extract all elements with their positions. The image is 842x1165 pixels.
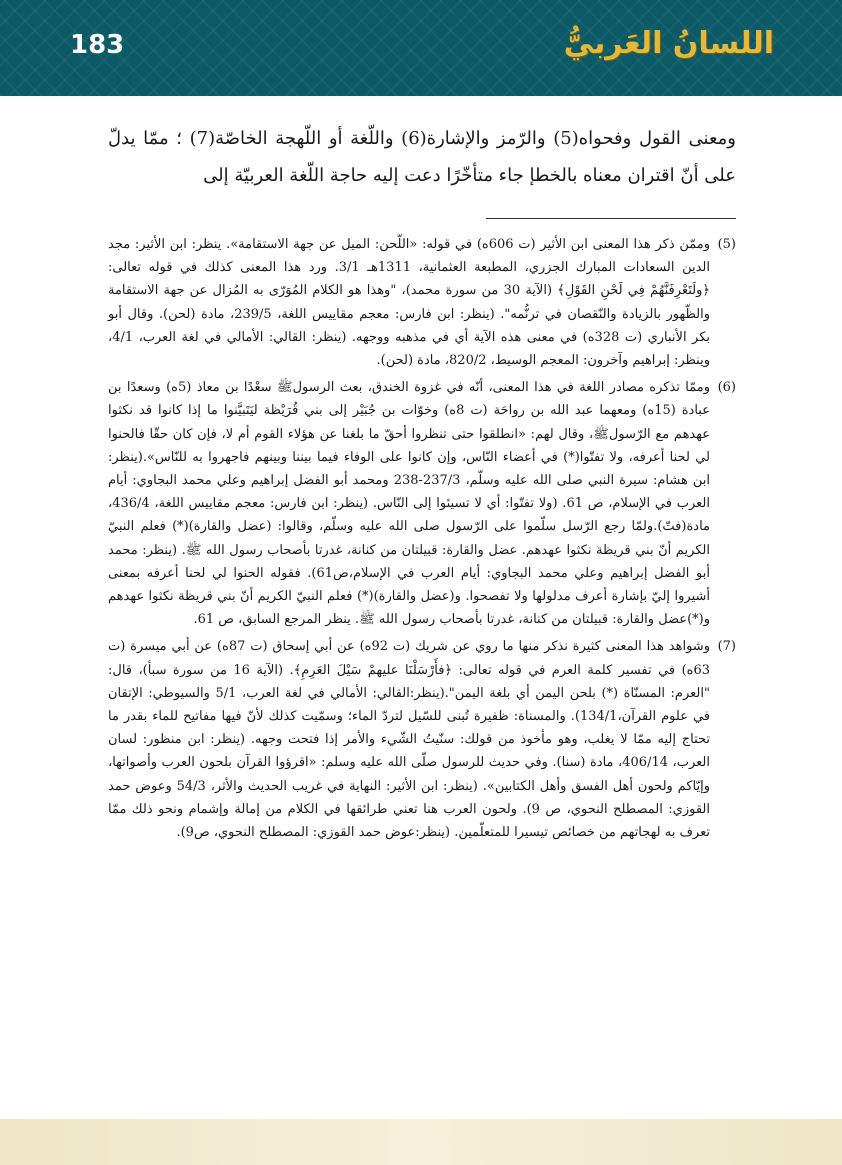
footnote-divider	[486, 218, 736, 219]
page-content	[108, 120, 736, 848]
footnote-text: وشواهد هذا المعنى كثيرة نذكر منها ما روي عن شريك (ت 92ه) عن أبي إسحاق (ت 87ه) عن أبي ميسرة (ت 63ه) في تفسير كلمة العرم في قوله تعالى: ﴿فأَرْسَلْنَا عليهمْ سَيْلَ العَرِمِ﴾. (الآية 16 من سورة سبأ)، قال: "العرم: المسنّاة (*) بلحن اليمن أي بلغة اليمن".(ينظر:القالي: الأمالي في لغة العرب، 5/1 والسيوطي: الإتقان في علوم القرآن،134/1). والمسناة: ظفيرة تُبنى للسّيل لتردّ الماء؛ وسمّيت كذلك لأنّ فيها مفاتيح للماء بقدر ما تحتاج إليه ممّا لا يغلب، وهو مأخوذ من قولك: سنّيتُ الشّيء والأمر إذا فتحت وجهه. (ينظر: ابن منظور: لسان العرب، 406/14، مادة (سنا). وفي حديث للرسول صلّى الله عليه وسلم: «اقرؤوا القرآن بلحون العرب وأصواتها، وإيّاكم ولحون أهل الفسق وأهل الكتابين». (ينظر: ابن الأثير: النهاية في غريب الحديث والأثر، 54/3 وعوض حمد القوزي: المصطلح النحوي، ص 9). ولحون العرب هنا تعني طرائقها في الكلام من إمالة وإشمام ونحو ذلك ممّا تعرف به لهجاتهم من خصائص تيسيرا للمتعلّمين. (ينظر:عوض حمد القوزي: المصطلح النحوي، ص9).	[108, 639, 711, 841]
footnote-text: وممّا تذكره مصادر اللغة في هذا المعنى، أنّه في غزوة الخندق، بعث الرسولﷺ سعْدًا بن معاذ (5ه) وسعدًا بن عبادة (15ه) ومعهما عبد الله بن رواحَة (ت 8ه) وخوّات بن جُبَيْر إلى بني قُرَيْظة ليَتَبيَّنوا ما إذا كانوا قد نكثوا عهدهم مع الرّسولﷺ، وقال لهم: «انطلقوا حتى تنظروا أحقّ ما بلغنا عن هؤلاء القوم أم لا، فإن كان حقّا فالحنوا لي لحنا أعرفه، ولا تفتّوا(*) في أعضاء النّاس، وإن كانوا على الوفاء فيما بيننا وبينهم فاجهروا به للنّاس».(ينظر: ابن هشام: سيرة النبي صلى الله عليه وسلّم، 237/3-238 ومحمد أبو الفضل إبراهيم وعلي محمد البجاوي: أيام العرب في الإسلام، ص 61. (ولا تفتّوا: أي لا تسيئوا إلى النّاس. (ينظر: ابن فارس: معجم مقاييس اللغة، 436/4، مادة(فتّ).ولمّا رجع الرّسل سلّموا على الرّسول صلى الله عليه وسلّم، وقالوا: (عضل والقارة)(*) فعلم النبيّ الكريم أنّ بني قريظة نكثوا عهدهم. عضل والقارة: قبيلتان من كنانة، غدرتا بأصحاب رسول الله ﷺ. (ينظر: محمد أبو الفضل إبراهيم وعلي محمد البجاوي: أيام العرب في الإسلام،ص61). فقوله الحنوا لي لحنا أعرفه بمعنى أشيروا إليّ بإشارة أعرف مدلولها ولا تفصحوا. و(عضل والقارة)(*) فعلم النبيّ الكريم أنّ بني قريظة نكثوا عهدهم و(*)عضل والقارة: قبيلتان من كنانة، غدرتا بأصحاب رسول الله ﷺ. ينظر المرجع السابق، ص 61.	[108, 380, 710, 628]
footnote-7	[108, 635, 736, 844]
footnote-number: (6)	[717, 380, 736, 396]
footnote-5	[108, 233, 736, 372]
journal-logo: اللسانُ العَربيُّ	[563, 26, 774, 61]
footnote-6	[108, 376, 736, 631]
page-footer-band	[0, 1119, 842, 1165]
body-paragraph: ومعنى القول وفحواه(5) والرّمز والإشارة(6) واللّغة أو اللّهجة الخاصّة(7) ؛ ممّا يدلّ على أنّ اقتران معناه بالخطإ جاء متأخّرًا دعت إليه حاجة اللّغة العربيّة إلى	[108, 128, 736, 186]
page-number: 183	[70, 30, 125, 60]
page-header	[0, 0, 842, 96]
footnote-number: (7)	[717, 639, 736, 655]
footnote-text: وممّن ذكر هذا المعنى ابن الأثير (ت 606ه) في قوله: «اللّحن: الميل عن جهة الاستقامة». ينظر: ابن الأثير: مجد الدين السعادات المبارك الجزري، المطبعة العثمانية، 1311هـ 3/1. ورد هذا المعنى كذلك في قوله تعالى: ﴿ولَتَعْرِفَنَّهُمْ فِي لَحْنِ القَوْلِ﴾ (الآية 30 من سورة محمد)، "وهذا هو الكلام المُوَرّى به المُزال عن جهة الاستقامة والظّهور بالزيادة والنّقصان في ترنُّمه". (ينظر: ابن فارس: معجم مقاييس اللغة، 239/5، مادة (لحن). وقال أبو بكر الأنباري (ت 328ه) في معنى هذه الآية أي في مذهبه ووجهه. (ينظر: القالي: الأمالي في لغة العرب، 4/1، وينظر: إبراهيم وآخرون: المعجم الوسيط، 820/2، مادة (لحن).	[108, 237, 710, 369]
footnote-number: (5)	[717, 237, 736, 252]
